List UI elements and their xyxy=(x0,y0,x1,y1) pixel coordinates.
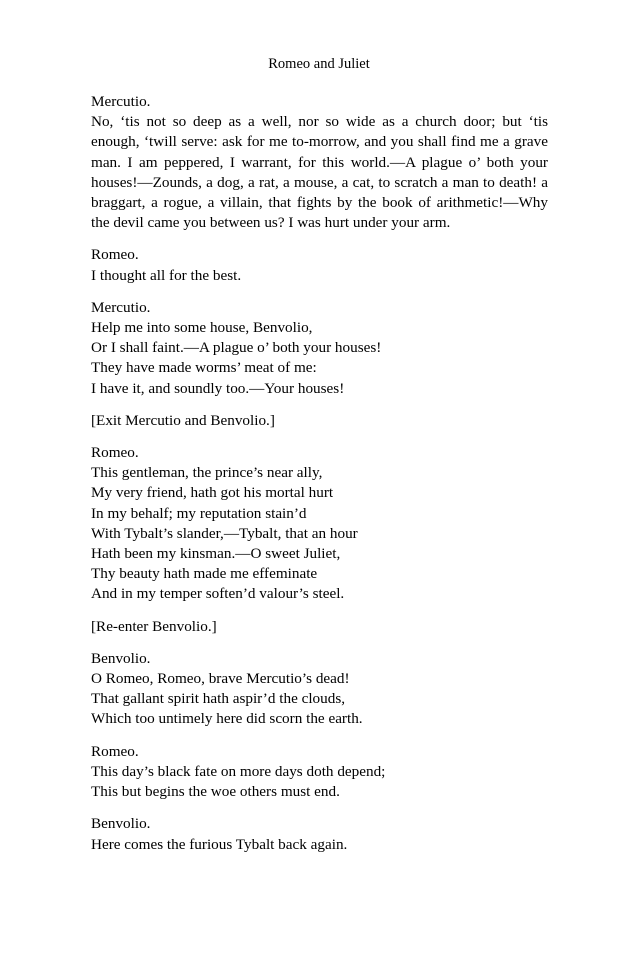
speaker-name: Romeo. xyxy=(91,742,139,760)
verse-line: This but begins the woe others must end. xyxy=(91,783,340,801)
speaker-name: Benvolio. xyxy=(91,815,151,833)
speaker-name: Romeo. xyxy=(91,444,139,462)
speech-prose: No, ‘tis not so deep as a well, nor so wide as a church door; but ‘tis enough, ‘twill serve: ask for me to-morrow, and you shall find me a grave man. I am peppered, I warrant, for this world.—A plague o’ both your houses!—Zounds, a dog, a rat, a mouse, a cat, to scratch a man to death! a braggart, a rogue, a villain, that fights by the book of arithmetic!—Why the devil came you between us? I was hurt under your arm. xyxy=(91,113,548,232)
verse-line: Thy beauty hath made me effeminate xyxy=(91,565,318,583)
play-text xyxy=(91,92,548,867)
speaker-name: Mercutio. xyxy=(91,93,151,110)
verse-line: Or I shall faint.—A plague o’ both your houses! xyxy=(91,339,382,357)
verse-line: My very friend, hath got his mortal hurt xyxy=(91,484,334,502)
verse-line: With Tybalt’s slander,—Tybalt, that an hour xyxy=(91,524,358,542)
verse-line: O Romeo, Romeo, brave Mercutio’s dead! xyxy=(91,670,350,688)
document-title: Romeo and Juliet xyxy=(268,56,370,72)
verse-line: I thought all for the best. xyxy=(91,266,242,284)
speaker-name: Mercutio. xyxy=(91,298,151,316)
verse-line: Which too untimely here did scorn the earth. xyxy=(91,710,363,728)
verse-line: This gentleman, the prince’s near ally, xyxy=(91,464,323,482)
verse-line: They have made worms’ meat of me: xyxy=(91,359,317,377)
verse-line: Here comes the furious Tybalt back again. xyxy=(91,835,348,853)
stage-direction xyxy=(91,617,548,637)
verse-line: Help me into some house, Benvolio, xyxy=(91,319,313,337)
stage-direction xyxy=(91,411,548,431)
stage-direction-text: [Re-enter Benvolio.] xyxy=(91,617,217,635)
speech-mercutio xyxy=(91,92,548,233)
verse-line: This day’s black fate on more days doth depend; xyxy=(91,762,386,780)
verse-line: That gallant spirit hath aspir’d the clouds, xyxy=(91,690,346,708)
speech-benvolio xyxy=(91,814,548,854)
speaker-name: Benvolio. xyxy=(91,649,151,667)
speech-mercutio xyxy=(91,298,548,399)
speech-romeo xyxy=(91,245,548,285)
speaker-name: Romeo. xyxy=(91,246,139,264)
speech-romeo xyxy=(91,742,548,803)
speech-benvolio xyxy=(91,649,548,730)
verse-line: In my behalf; my reputation stain’d xyxy=(91,504,307,522)
stage-direction-text: [Exit Mercutio and Benvolio.] xyxy=(91,411,275,429)
verse-line: I have it, and soundly too.—Your houses! xyxy=(91,379,345,397)
speech-romeo xyxy=(91,443,548,605)
verse-line: Hath been my kinsman.—O sweet Juliet, xyxy=(91,545,341,563)
verse-line: And in my temper soften’d valour’s steel. xyxy=(91,585,345,603)
